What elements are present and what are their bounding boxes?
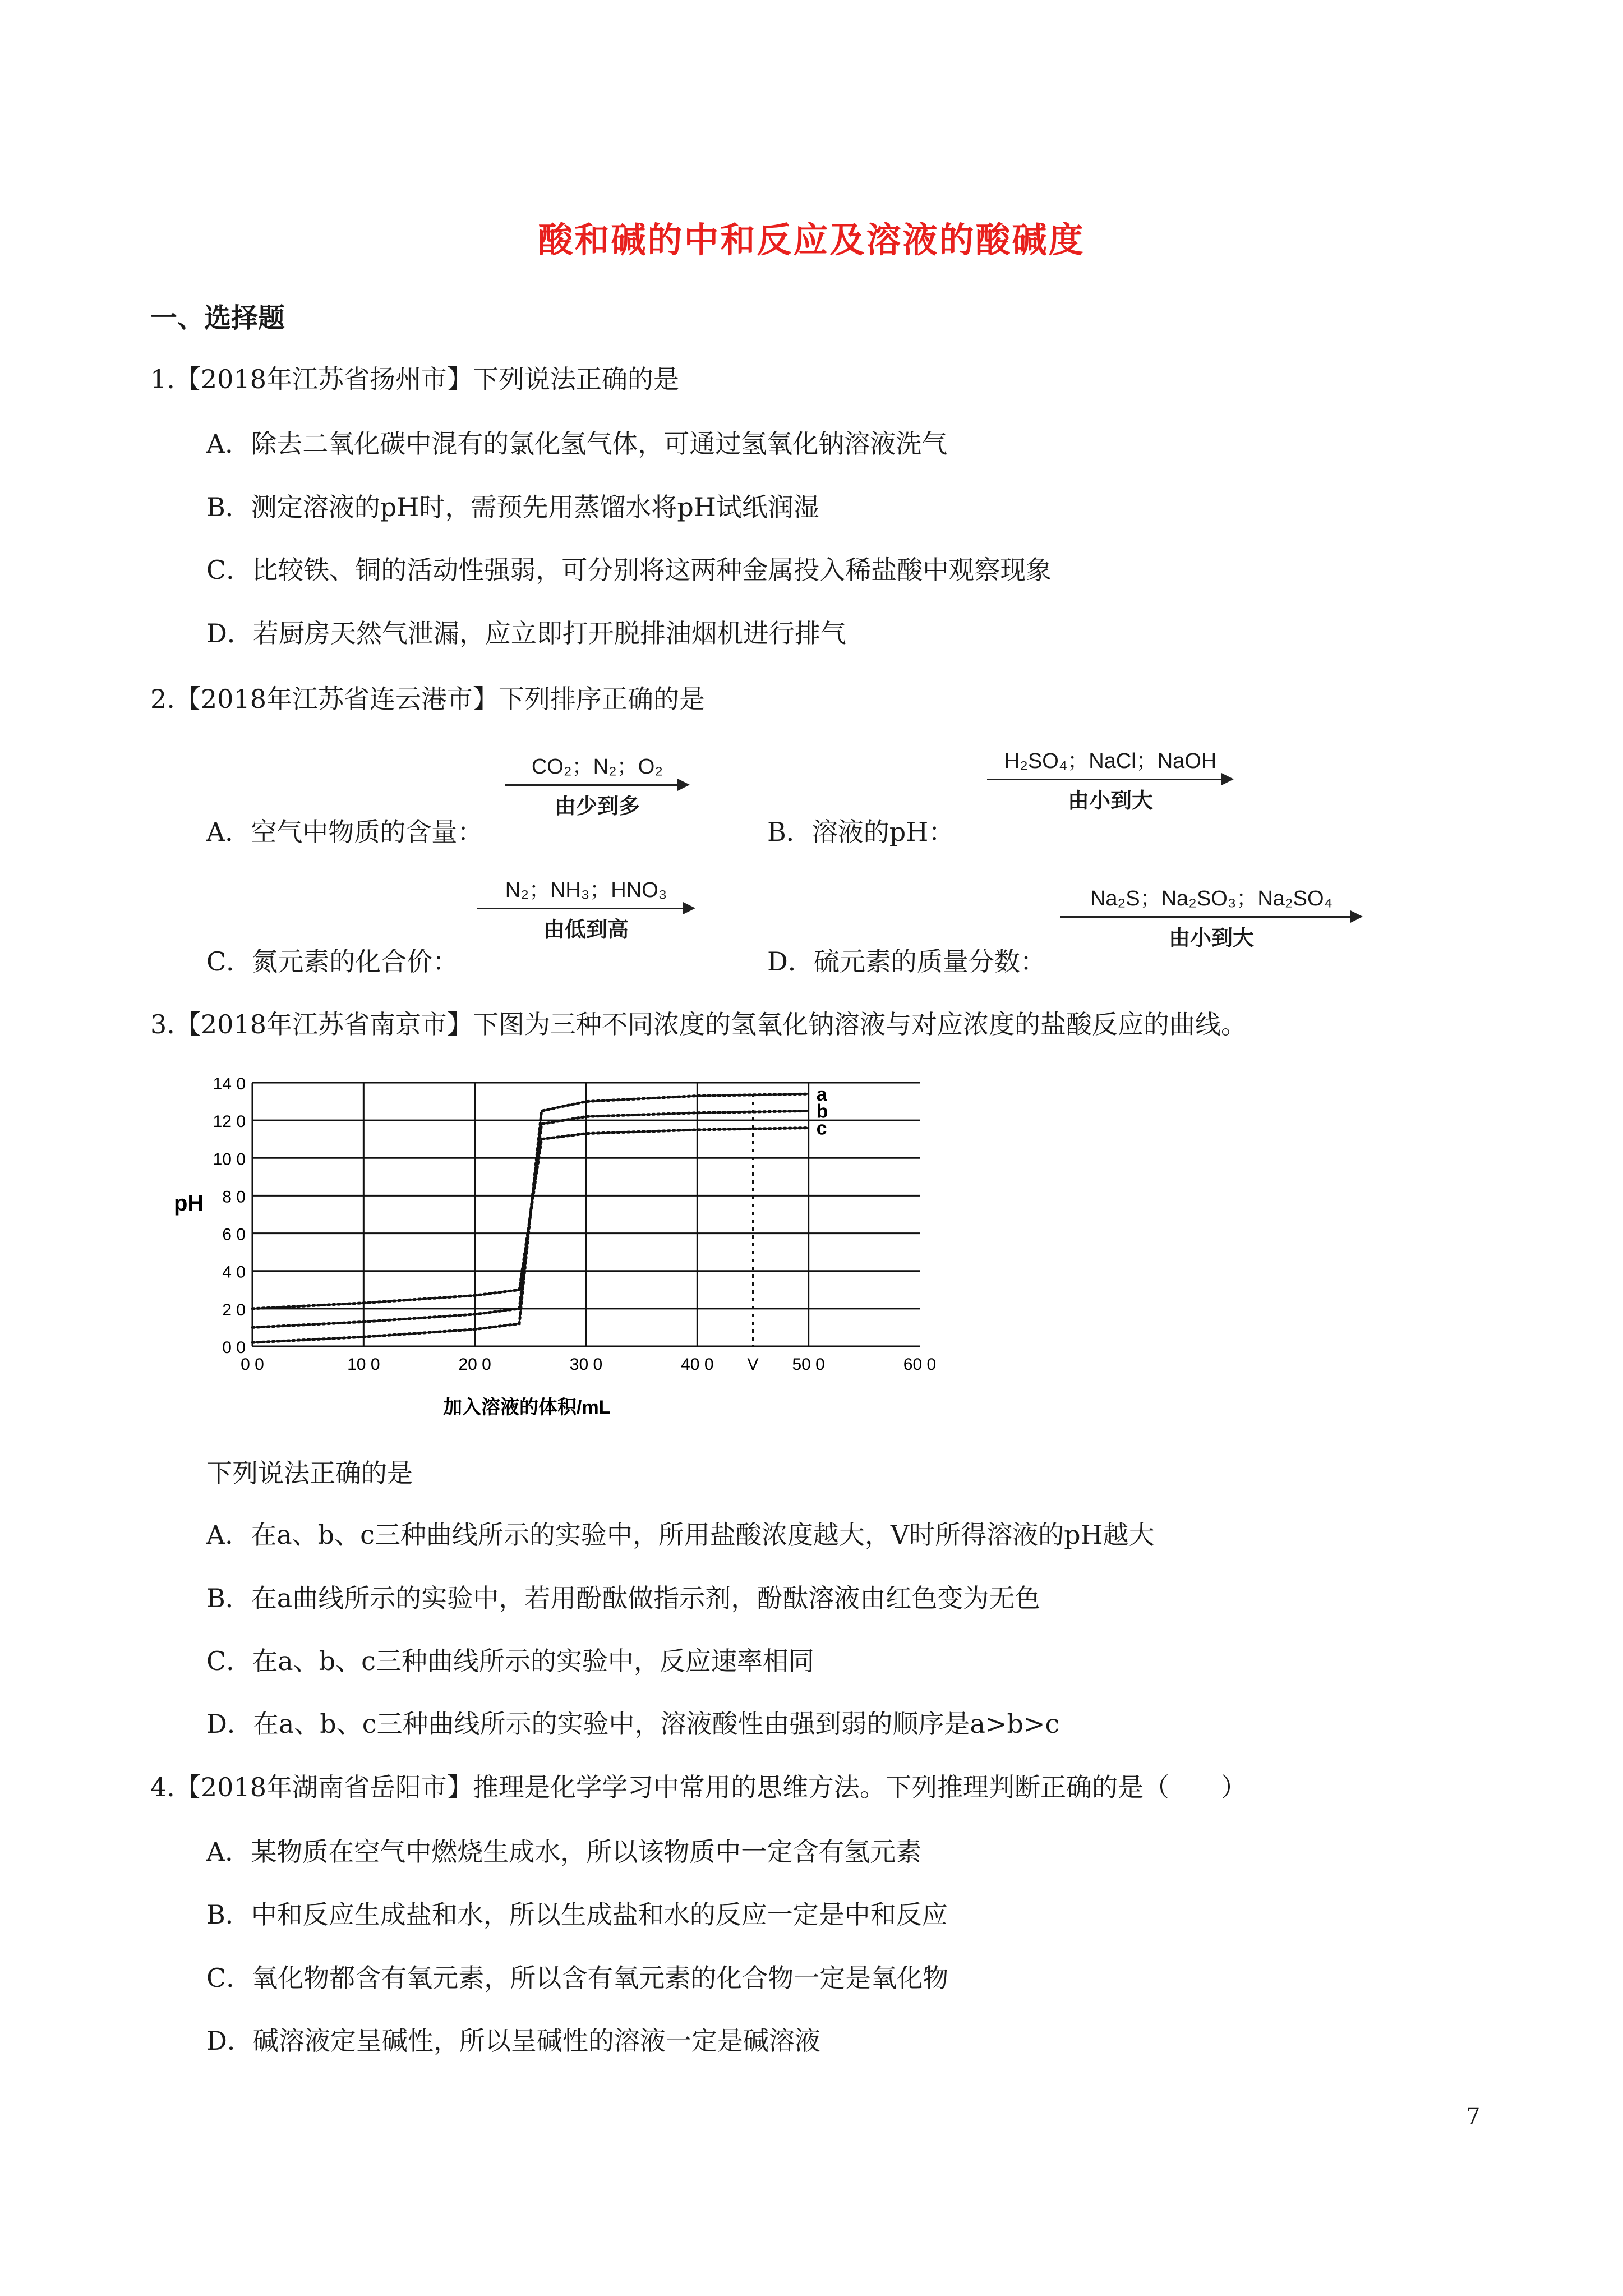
question-3-option-a: A．在a、b、c三种曲线所示的实验中，所用盐酸浓度越大，V时所得溶液的pH越大 (206, 1520, 1155, 1550)
chart-x-label: 加入溶液的体积/mL (443, 1397, 611, 1418)
question-4-option-d: D．碱溶液定呈碱性，所以呈碱性的溶液一定是碱溶液 (206, 2026, 820, 2056)
question-4-option-b: B．中和反应生成盐和水，所以生成盐和水的反应一定是中和反应 (206, 1899, 948, 1930)
arrow-top-text: CO₂；N₂；O₂ (531, 755, 663, 779)
question-3-prompt: 下列说法正确的是 (206, 1458, 413, 1488)
chart-y-label: pH (174, 1191, 204, 1216)
question-4-option-c: C．氧化物都含有氧元素，所以含有氧元素的化合物一定是氧化物 (206, 1963, 949, 1993)
question-1-option-c: C．比较铁、铜的活动性强弱，可分别将这两种金属投入稀盐酸中观察现象 (206, 555, 1052, 585)
question-2-option-d-arrow (1060, 881, 1363, 951)
question-2-option-a-arrow (505, 749, 690, 820)
series-core-c (252, 1128, 809, 1343)
question-4-stem: 4.【2018年湖南省岳阳市】推理是化学学习中常用的思维方法。下列推理判断正确的是（ ） (150, 1772, 1247, 1802)
chart-x-ticks (241, 1355, 936, 1374)
arrow-top-text: N₂；NH₃；HNO₃ (505, 878, 667, 902)
question-3-option-c: C．在a、b、c三种曲线所示的实验中，反应速率相同 (206, 1646, 814, 1676)
series-core-a (252, 1094, 809, 1309)
page-number: 7 (1466, 2104, 1481, 2129)
x-tick-label: 30 0 (569, 1355, 603, 1374)
question-2-option-c-arrow (477, 872, 695, 943)
arrow-bottom-text: 由小到大 (1168, 925, 1254, 950)
chart-svg (157, 1055, 953, 1436)
arrow-bottom-text: 由小到大 (1067, 788, 1153, 813)
question-2-option-d-label: D．硫元素的质量分数： (767, 946, 1046, 977)
arrow-bottom-text: 由低到高 (543, 917, 629, 942)
y-tick-label: 6 0 (222, 1225, 246, 1244)
question-2-option-a-label: A．空气中物质的含量： (206, 817, 483, 847)
question-1-stem: 1.【2018年江苏省扬州市】下列说法正确的是 (150, 364, 679, 394)
question-2-stem: 2.【2018年江苏省连云港市】下列排序正确的是 (150, 684, 705, 714)
x-tick-label: 10 0 (347, 1355, 380, 1374)
y-tick-label: 2 0 (222, 1300, 246, 1319)
question-3-option-b: B．在a曲线所示的实验中，若用酚酞做指示剂，酚酞溶液由红色变为无色 (206, 1583, 1041, 1613)
y-tick-label: 10 0 (213, 1150, 246, 1169)
series-line-c (252, 1128, 809, 1343)
arrow-icon (477, 907, 695, 910)
question-1-option-d: D．若厨房天然气泄漏，应立即打开脱排油烟机进行排气 (206, 618, 846, 648)
chart-series (252, 1084, 828, 1342)
arrow-top-text: Na₂S；Na₂SO₃；Na₂SO₄ (1090, 887, 1333, 910)
arrow-icon (987, 777, 1234, 781)
arrow-icon (505, 783, 690, 786)
x-tick-label: 50 0 (792, 1355, 825, 1374)
y-tick-label: 8 0 (222, 1188, 246, 1207)
y-tick-label: 0 0 (222, 1338, 246, 1357)
x-tick-label: 20 0 (458, 1355, 491, 1374)
ph-titration-chart (157, 1055, 953, 1438)
x-tick-label: 40 0 (681, 1355, 714, 1374)
page-title: 酸和碱的中和反应及溶液的酸碱度 (538, 219, 1085, 260)
question-1-option-a: A．除去二氧化碳中混有的氯化氢气体，可通过氢氧化钠溶液洗气 (206, 429, 948, 459)
question-4-option-a: A．某物质在空气中燃烧生成水，所以该物质中一定含有氢元素 (206, 1837, 922, 1867)
question-2-option-c-label: C．氮元素的化合价： (206, 946, 459, 977)
arrow-top-text: H₂SO₄；NaCl；NaOH (1004, 749, 1217, 773)
section-heading: 一、选择题 (150, 302, 285, 334)
question-3-stem: 3.【2018年江苏省南京市】下图为三种不同浓度的氢氧化钠溶液与对应浓度的盐酸反应的曲线。 (150, 1009, 1247, 1039)
question-3-option-d: D．在a、b、c三种曲线所示的实验中，溶液酸性由强到弱的顺序是a>b>c (206, 1709, 1060, 1739)
series-label-c: c (816, 1117, 827, 1139)
y-tick-label: 4 0 (222, 1263, 246, 1282)
x-tick-label: V (747, 1355, 759, 1374)
y-tick-label: 12 0 (213, 1112, 246, 1131)
arrow-icon (1060, 915, 1363, 918)
x-tick-label: 0 0 (241, 1355, 264, 1374)
question-1-option-b: B．测定溶液的pH时，需预先用蒸馏水将pH试纸润湿 (206, 492, 819, 522)
series-line-a (252, 1094, 809, 1309)
x-tick-label: 60 0 (903, 1355, 937, 1374)
question-2-option-b-arrow (987, 743, 1234, 814)
question-2-option-b-label: B．溶液的pH： (767, 817, 955, 847)
arrow-bottom-text: 由少到多 (554, 793, 640, 818)
chart-y-ticks (213, 1075, 246, 1357)
series-label-a: a (816, 1084, 827, 1106)
series-label-b: b (816, 1101, 828, 1122)
y-tick-label: 14 0 (213, 1075, 246, 1093)
